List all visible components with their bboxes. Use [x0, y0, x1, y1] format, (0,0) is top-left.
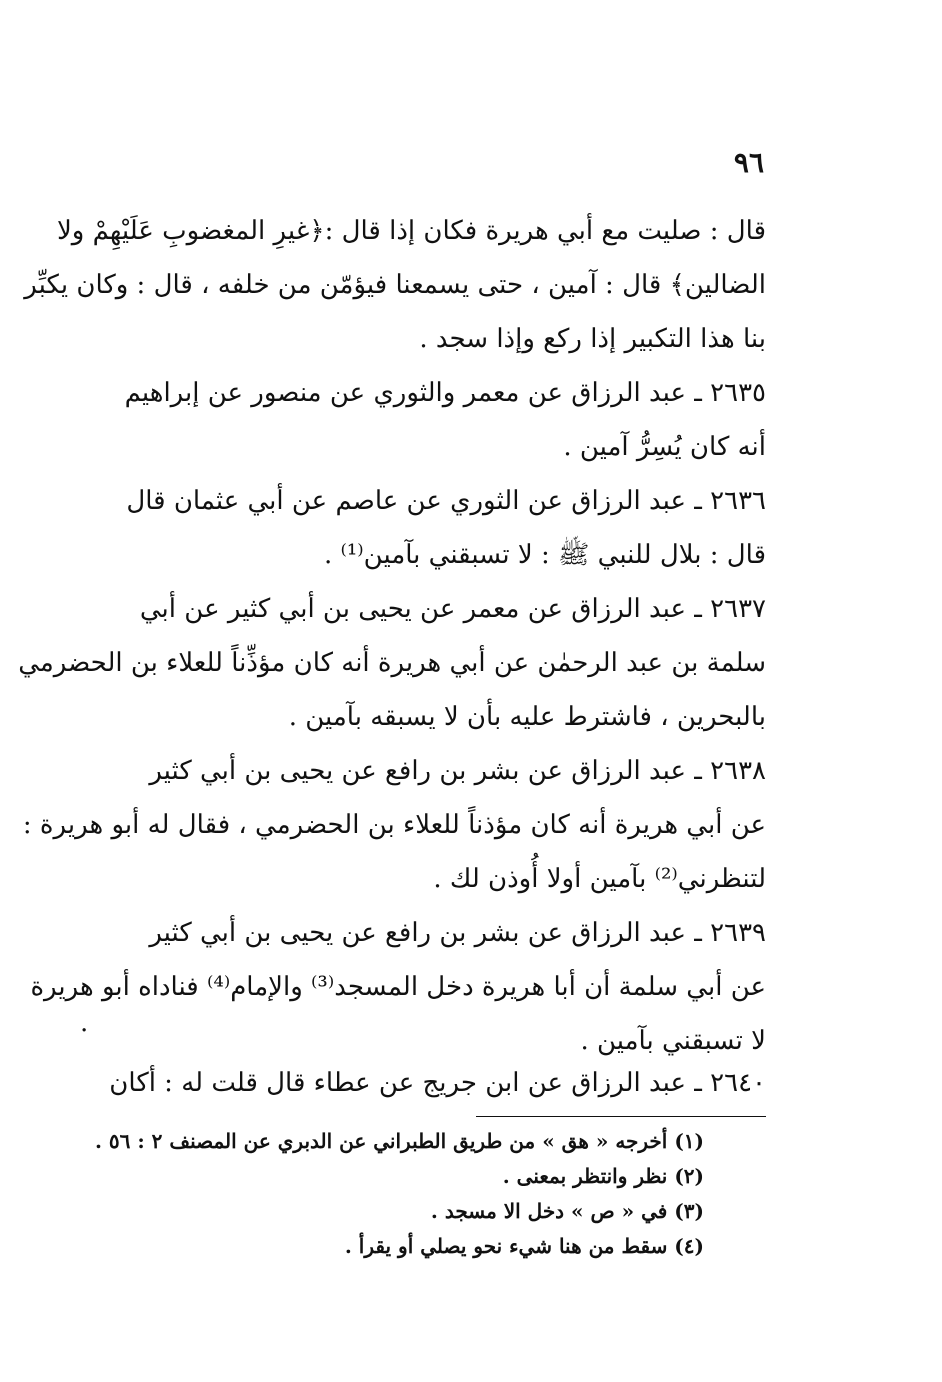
- text-line: ٢٦٣٦ ـ عبد الرزاق عن الثوري عن عاصم عن أبي عثمان قال: [126, 486, 766, 516]
- stray-mark: .: [80, 1008, 89, 1038]
- text-line: عن أبي سلمة أن أبا هريرة دخل المسجد⁽³⁾ والإمام⁽⁴⁾ فناداه أبو هريرة: [30, 972, 766, 1002]
- text-line: لا تسبقني بآمين .: [580, 1026, 766, 1056]
- text-line: سلمة بن عبد الرحمٰن عن أبي هريرة أنه كان مؤذِّناً للعلاء بن الحضرمي: [18, 648, 766, 678]
- text-line: بنا هذا التكبير إذا ركع وإذا سجد .: [419, 324, 766, 354]
- text-line: ٢٦٣٨ ـ عبد الرزاق عن بشر بن رافع عن يحيى بن أبي كثير: [149, 756, 766, 786]
- text-line: أنه كان يُسِرُّ آمين .: [563, 432, 766, 462]
- text-line: قال : بلال للنبي ﷺ : لا تسبقني بآمين⁽¹⁾ .: [323, 540, 766, 570]
- text-line: عن أبي هريرة أنه كان مؤذناً للعلاء بن الحضرمي ، فقال له أبو هريرة :: [22, 810, 766, 840]
- footnote-4: (٤) سقط من هنا شيء نحو يصلي أو يقرأ .: [344, 1234, 704, 1258]
- page-number: ٩٦: [733, 146, 764, 179]
- footnotes: [94, 1124, 704, 1264]
- text-line: الضالين﴾ قال : آمين ، حتى يسمعنا فيؤمّن من خلفه ، قال : وكان يكبِّر: [24, 270, 766, 300]
- text-line: ٢٦٤٠ ـ عبد الرزاق عن ابن جريج عن عطاء قال قلت له : أكان: [109, 1068, 766, 1098]
- text-line: ٢٦٣٧ ـ عبد الرزاق عن معمر عن يحيى بن أبي كثير عن أبي: [139, 594, 766, 624]
- text-line: قال : صليت مع أبي هريرة فكان إذا قال :﴿غيرِ المغضوبِ عَلَيْهِمْ ولا: [56, 216, 766, 246]
- hadith-entry-2638: [22, 744, 766, 906]
- text-line: بالبحرين ، فاشترط عليه بأن لا يسبقه بآمين .: [288, 702, 766, 732]
- text-line: لتنظرني⁽²⁾ بآمين أولا أُوذن لك .: [433, 864, 766, 894]
- hadith-entry-2635: [76, 366, 766, 474]
- hadith-entry-2637: [18, 582, 766, 744]
- hadith-entry-2639: [30, 906, 766, 1068]
- text-line: ٢٦٣٩ ـ عبد الرزاق عن بشر بن رافع عن يحيى بن أبي كثير: [149, 918, 766, 948]
- hadith-entry-2636: [76, 474, 766, 582]
- footnote-3: (٣) في « ص » دخل الا مسجد .: [430, 1199, 704, 1223]
- footnote-1: (١) أخرجه « هق » من طريق الطبراني عن الدبري عن المصنف ٢ : ٥٦ .: [94, 1129, 704, 1153]
- paragraph-intro: [24, 204, 766, 366]
- text-line: ٢٦٣٥ ـ عبد الرزاق عن معمر والثوري عن منصور عن إبراهيم: [124, 378, 766, 408]
- footnote-2: (٢) نظر وانتظر بمعنى .: [502, 1164, 704, 1188]
- hadith-entry-2640: [76, 1056, 766, 1110]
- footnote-divider: [476, 1116, 766, 1117]
